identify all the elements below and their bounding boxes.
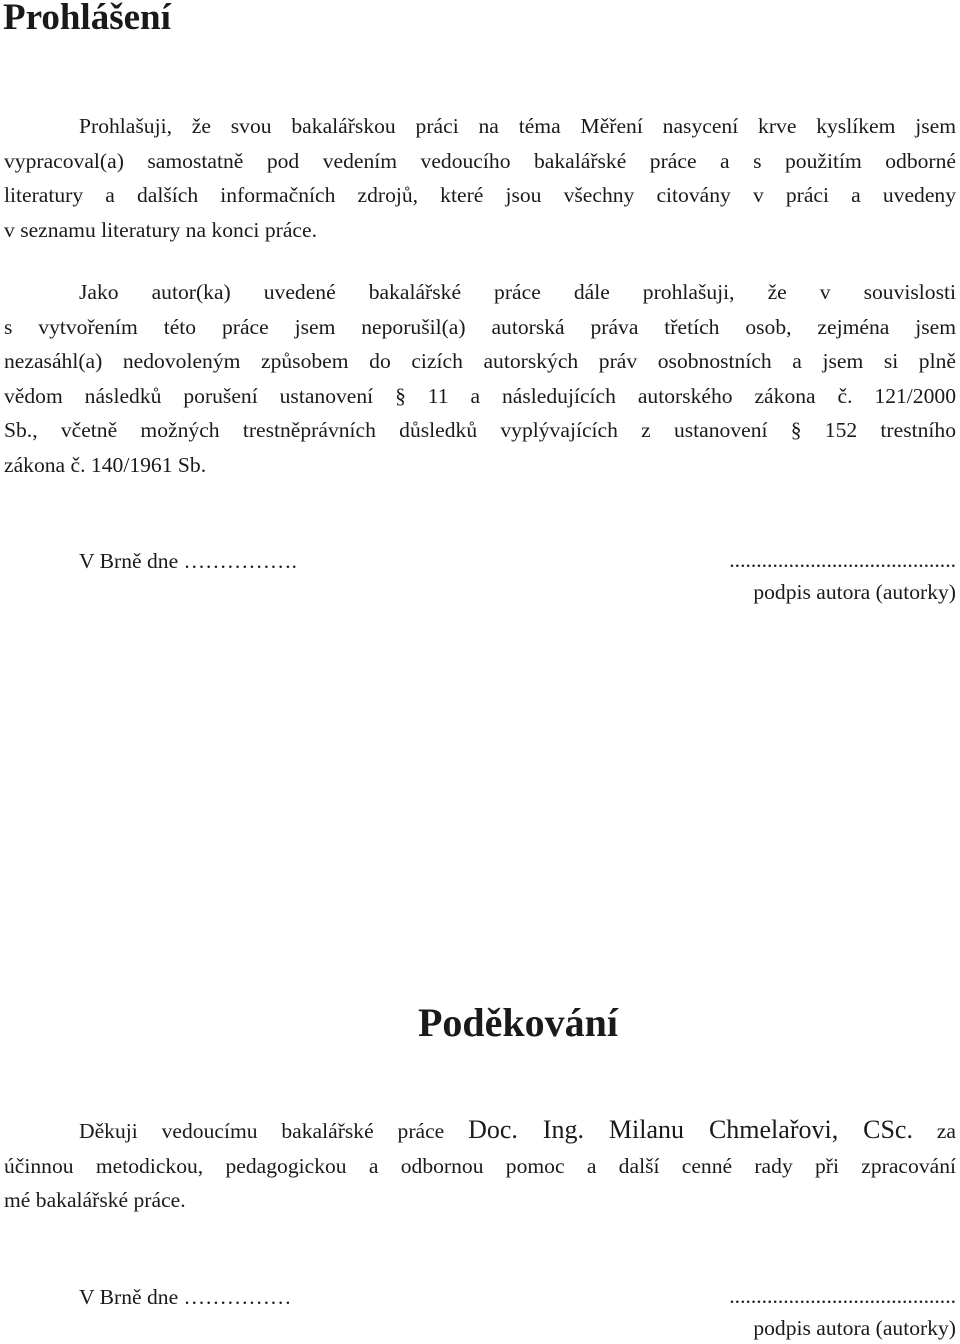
thanks-text-start: Děkuji vedoucímu bakalářské práce [79, 1119, 469, 1143]
prohlaseni-heading: Prohlášení [3, 0, 171, 38]
prohlaseni-paragraph-1 [4, 109, 956, 247]
paragraph-line: Jako autor(ka) uvedené bakalářské práce dále prohlašuji, že v souvislosti [79, 280, 956, 304]
paragraph-line: mé bakalářské práce. [4, 1188, 186, 1213]
paragraph-line: nezasáhl(a) nedovoleným způsobem do cizích autorských práv osobnostních a jsem si plně [4, 349, 956, 374]
place-date-2: V Brně dne …………… [79, 1285, 292, 1309]
signature-label: podpis autora (autorky) [753, 1316, 956, 1340]
prohlaseni-paragraph-2 [4, 275, 956, 483]
paragraph-line: Prohlašuji, že svou bakalářskou práci na téma Měření nasycení krve kyslíkem jsem [79, 114, 956, 138]
thanks-text-end: za [912, 1119, 956, 1143]
podekovani-heading: Poděkování [417, 1000, 619, 1045]
paragraph-line: vypracoval(a) samostatně pod vedením vedoucího bakalářské práce a s použitím odborné [4, 148, 956, 173]
signature-line: .......................................... [729, 548, 956, 572]
signature-label: podpis autora (autorky) [753, 580, 956, 604]
place-date-1: V Brně dne ……………. [79, 549, 297, 573]
signature-block-1 [729, 544, 956, 608]
paragraph-line: Sb., včetně možných trestněprávních důsledků vyplývajících z ustanovení § 152 trestního [4, 418, 956, 443]
paragraph-line: vědom následků porušení ustanovení § 11 a následujících autorského zákona č. 121/2000 [4, 383, 956, 408]
signature-line: .......................................... [729, 1284, 956, 1308]
paragraph-line: účinnou metodickou, pedagogickou a odbornou pomoc a další cenné rady při zpracování [4, 1153, 956, 1178]
paragraph-line: literatury a dalších informačních zdrojů, které jsou všechny citovány v práci a uvedeny [4, 183, 956, 208]
paragraph-line: v seznamu literatury na konci práce. [4, 217, 317, 242]
paragraph-line: s vytvořením této práce jsem neporušil(a) autorská práva třetích osob, zejména jsem [4, 314, 956, 339]
paragraph-line: zákona č. 140/1961 Sb. [4, 452, 207, 477]
podekovani-paragraph [4, 1113, 956, 1218]
supervisor-name: Doc. Ing. Milanu Chmelařovi, CSc. [468, 1115, 913, 1144]
signature-block-2 [729, 1280, 956, 1344]
